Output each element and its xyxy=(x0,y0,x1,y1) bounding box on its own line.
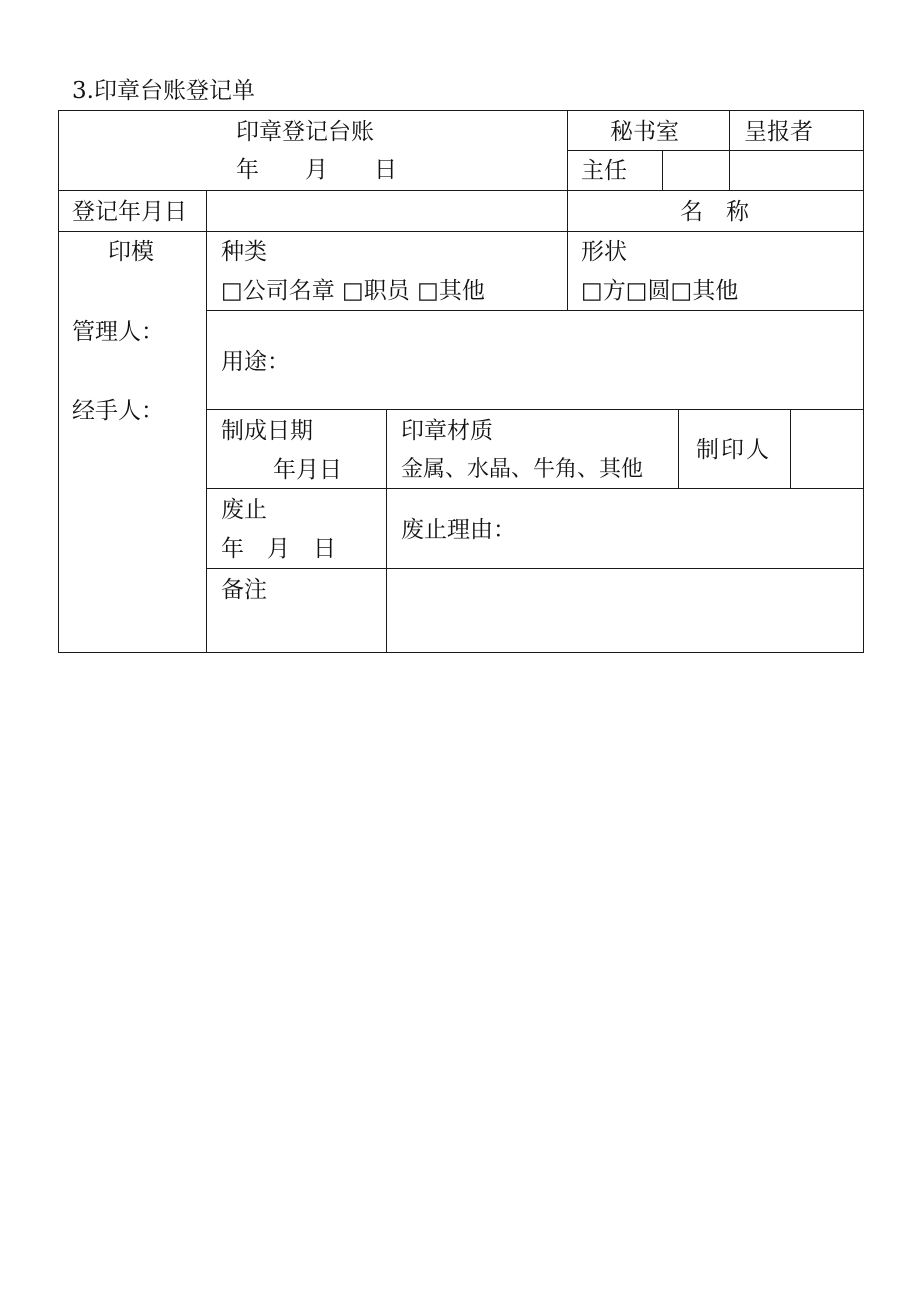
production-date-format: 年月日 xyxy=(273,457,342,483)
table-border-bottom xyxy=(58,652,864,653)
table-column-divider xyxy=(662,150,663,191)
name-label: 名 称 xyxy=(680,199,749,225)
custodian-label: 管理人： xyxy=(72,319,164,345)
abolition-label: 废止 xyxy=(221,497,267,523)
material-options: 金属、水晶、牛角、其他 xyxy=(401,457,644,482)
table-row-divider xyxy=(58,231,864,232)
ledger-date-line: 年 月 日 xyxy=(236,157,397,183)
table-row-divider xyxy=(206,409,864,410)
table-column-divider xyxy=(567,231,568,311)
material-label: 印章材质 xyxy=(401,418,493,444)
usage-label: 用途： xyxy=(221,349,290,375)
director-label: 主任 xyxy=(581,158,627,184)
table-border-top xyxy=(58,110,864,111)
table-column-divider xyxy=(567,110,568,231)
table-row-divider xyxy=(206,488,864,489)
abolition-reason-label: 废止理由： xyxy=(401,517,516,543)
ledger-title: 印章登记台账 xyxy=(236,119,374,145)
table-column-divider xyxy=(206,190,207,653)
handler-label: 经手人： xyxy=(72,398,164,424)
shape-options: □方□圆□其他 xyxy=(581,278,739,304)
table-column-divider xyxy=(790,409,791,489)
table-column-divider xyxy=(386,409,387,653)
abolition-date-format: 年 月 日 xyxy=(221,536,336,562)
registration-date-label: 登记年月日 xyxy=(72,199,187,225)
table-border-right xyxy=(863,110,864,653)
type-label: 种类 xyxy=(221,239,267,265)
table-row-divider xyxy=(58,190,864,191)
page-title: 3.印章台账登记单 xyxy=(72,78,255,104)
seal-maker-label: 制印人 xyxy=(696,437,771,463)
production-date-label: 制成日期 xyxy=(221,418,313,444)
shape-label: 形状 xyxy=(581,239,627,265)
table-column-divider xyxy=(729,110,730,191)
secretary-office-label: 秘书室 xyxy=(610,119,679,145)
reporter-label: 呈报者 xyxy=(744,119,813,145)
table-row-divider xyxy=(206,568,864,569)
type-options: □公司名章 □职员 □其他 xyxy=(221,278,485,304)
header-divider xyxy=(567,150,864,151)
remarks-label: 备注 xyxy=(221,577,267,603)
table-row-divider xyxy=(206,310,864,311)
table-column-divider xyxy=(678,409,679,489)
table-border-left xyxy=(58,110,59,653)
seal-impression-label: 印模 xyxy=(108,239,154,265)
